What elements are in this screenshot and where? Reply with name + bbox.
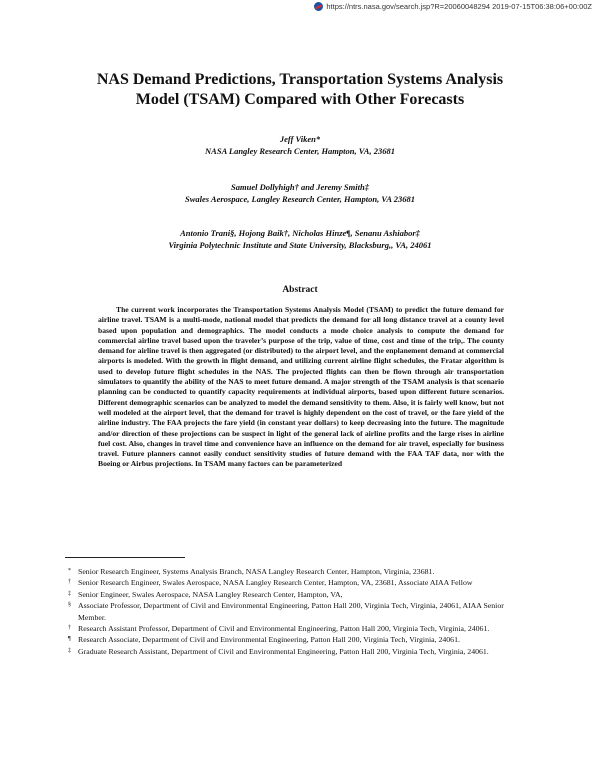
footnote	[68, 589, 518, 600]
title-line-2: Model (TSAM) Compared with Other Forecasts	[135, 91, 465, 108]
author-names: Samuel Dollyhigh† and Jeremy Smith‡	[231, 182, 369, 192]
author-group-1	[60, 133, 540, 157]
footnote	[68, 623, 518, 634]
footnote-mark: *	[68, 568, 71, 574]
author-group-2	[60, 181, 540, 205]
footnote	[68, 646, 518, 657]
footnote-text: Senior Research Engineer, Swales Aerospace, NASA Langley Research Center, Hampton, VA, 23681, Associate AIAA Fellow	[78, 578, 473, 588]
footnote-divider	[65, 557, 185, 558]
author-affiliation: Virginia Polytechnic Institute and State University, Blacksburg,, VA, 24061	[168, 240, 432, 250]
footnote-text: Graduate Research Assistant, Department of Civil and Environmental Engineering, Patton Hall 200, Virginia Tech, Virginia, 24061.	[78, 646, 489, 656]
author-affiliation: NASA Langley Research Center, Hampton, VA, 23681	[205, 146, 395, 156]
footnote-text: Research Associate, Department of Civil and Environmental Engineering, Patton Hall 200, Virginia Tech, Virginia, 24061.	[78, 635, 460, 645]
footnote-mark: †	[68, 625, 71, 632]
footnote-text: Research Assistant Professor, Department of Civil and Environmental Engineering, Patton Hall 200, Virginia Tech, Virginia, 24061.	[78, 624, 490, 634]
author-affiliation: Swales Aerospace, Langley Research Center, Hampton, VA 23681	[185, 194, 415, 204]
footnotes	[68, 566, 518, 657]
footnote-text: Senior Research Engineer, Systems Analysis Branch, NASA Langley Research Center, Hampton, Virginia, 23681.	[78, 567, 435, 576]
abstract-paragraph: The current work incorporates the Transportation Systems Analysis Model (TSAM) to predict the future demand for airline travel. TSAM is a multi-mode, national model that predicts the demand for all long distance travel at a county level based upon population and demographics. The model conducts a mode choice analysis to compute the demand for commercial airline travel based upon the traveler’s purpose of the trip, value of time, cost and time of the trip,. The county demand for airline travel is then aggregated (or distributed) to the airport level, and the enplanement demand at commercial airports is modeled. With the growth in flight demand, and utilizing current airline flight schedules, the Fratar algorithm is used to develop future flight schedules in the NAS. The projected flights can then be flown through air transportation simulators to quantify the ability of the NAS to meet future demand. A major strength of the TSAM analysis is that scenario planning can be conducted to quantify capacity requirements at individual airports, based upon different future scenarios. Different demographic scenarios can be analyzed to model the demand sensitivity to them. Also, it is fairly well know, but not well modeled at the airport level, that the demand for travel is highly dependent on the cost of travel, or the fare yield of the airline industry. The FAA projects the fare yield (in constant year dollars) to keep decreasing into the future. The magnitude and/or direction of these projections can be suspect in light of the general lack of airline profits and the large rises in airline fuel cost. Also, changes in travel time and convenience have an influence on the demand for air travel, especially for business travel. Future planners cannot easily conduct sensitivity studies of future demand with the FAA TAF data, nor with the Boeing or Airbus projections. In TSAM many factors can be parameterized	[98, 305, 504, 469]
title-line-1: NAS Demand Predictions, Transportation Systems Analysis	[96, 71, 504, 88]
author-names: Antonio Trani§, Hojong Baik†, Nicholas Hinze¶, Senanu Ashiabor‡	[180, 228, 420, 238]
footnote	[68, 600, 518, 623]
abstract-body	[98, 305, 504, 470]
url-stamp-text[interactable]: https://ntrs.nasa.gov/search.jsp?R=20060048294 2019-07-15T06:38:06+00:00Z	[326, 2, 592, 11]
footnote-mark: ‡	[68, 647, 71, 654]
author-names: Jeff Viken*	[279, 134, 321, 144]
paper-title	[40, 70, 560, 110]
url-stamp	[314, 2, 592, 11]
footnote-mark: §	[68, 602, 71, 609]
footnote	[68, 577, 518, 588]
footnote-mark: ¶	[68, 636, 71, 643]
abstract-heading: Abstract	[282, 285, 318, 295]
nasa-logo-icon	[314, 2, 323, 11]
footnote	[68, 566, 518, 577]
footnote	[68, 634, 518, 645]
footnote-mark: †	[68, 579, 71, 586]
footnote-mark: ‡	[68, 590, 71, 597]
footnote-text: Associate Professor, Department of Civil and Environmental Engineering, Patton Hall 200, Virginia Tech, Virginia, 24061, AIAA Senior Member.	[78, 601, 504, 622]
author-group-3	[60, 227, 540, 251]
footnote-text: Senior Engineer, Swales Aerospace, NASA Langley Research Center, Hampton, VA,	[78, 589, 343, 599]
